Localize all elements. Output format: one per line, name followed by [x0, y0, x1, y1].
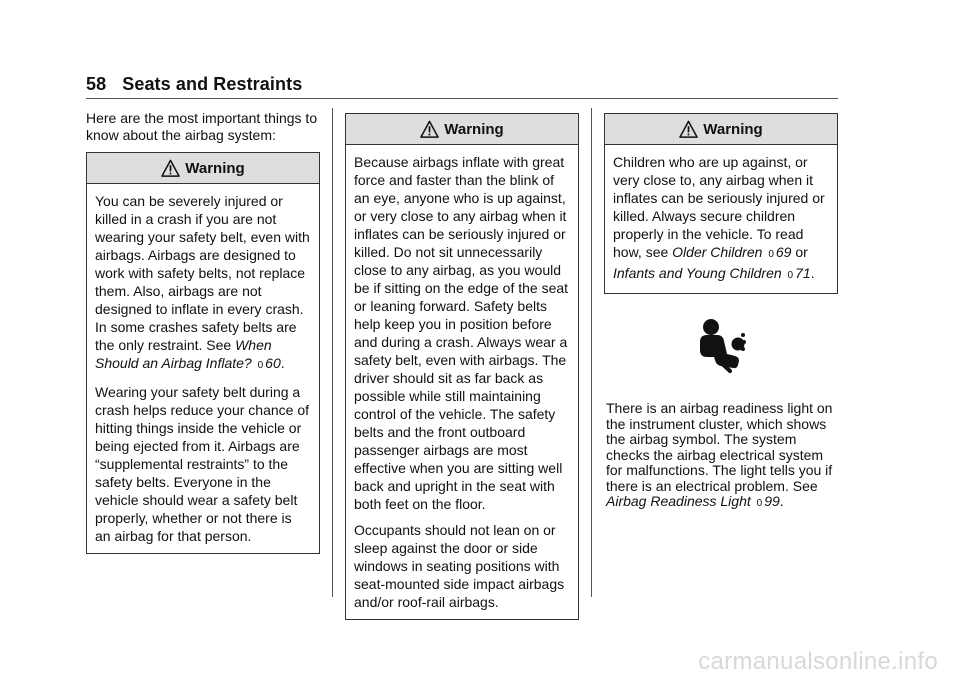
page-ref-icon: 0	[756, 498, 763, 509]
warning-title: Warning	[703, 120, 763, 138]
warning-2-paragraph-1: Because airbags inflate with great force and faster than the blink of an eye, anyone who is up against, or very close to any airbag when it inflates can be seriously injured or killed. Do not sit unnecessarily close to any airbag, as you would be if sitting on the edge of the seat or leaning forward. Safety belts help keep you in position before and during a crash. Always wear a safety belt, even with airbags. The driver should sit as far back as possible while still maintaining control of the vehicle. The safety belts and the front outboard passenger airbags are most effective when you are sitting well back and upright in the seat with both feet on the floor.	[354, 154, 569, 512]
page-reference[interactable]: 69	[775, 244, 792, 260]
warning-header	[605, 114, 837, 145]
page-ref-icon: 0	[768, 249, 774, 260]
warning-title: Warning	[444, 120, 504, 138]
warning-triangle-icon	[420, 120, 439, 139]
warning-triangle-icon	[679, 120, 698, 139]
page-ref-icon: 0	[787, 270, 794, 281]
section-title: Seats and Restraints	[122, 74, 303, 94]
airbag-readiness-icon	[697, 318, 749, 374]
warning-2-paragraph-2: Occupants should not lean on or sleep against the door or side windows in seating positions with seat-mounted side impact airbags and/or roof-rail airbags.	[354, 522, 565, 610]
cross-reference-link[interactable]: When Should an Airbag Inflate?	[95, 337, 272, 371]
page-reference[interactable]: 60	[265, 355, 281, 371]
page-header	[86, 74, 302, 95]
page-reference[interactable]: 99	[764, 493, 780, 509]
watermark: carmanualsonline.info	[698, 648, 938, 675]
warning-header	[346, 114, 578, 145]
warning-header	[87, 153, 319, 184]
warning-1-paragraph-2: Wearing your safety belt during a crash helps reduce your chance of hitting things inside the vehicle or being ejected from it. Airbags are “supplemental restraints” to the safety belts. Everyone in the vehicle should wear a safety belt properly, whether or not there is an airbag for that person.	[95, 384, 310, 544]
readiness-paragraph: There is an airbag readiness light on the instrument cluster, which shows the airbag symbol. The system checks the airbag electrical system for malfunctions. The light tells you if there is an electrical problem. See Airbag Readiness Light 0 99.	[606, 400, 833, 509]
cross-reference-link[interactable]: Infants and Young Children	[613, 265, 782, 281]
column-divider	[332, 108, 333, 597]
warning-3-paragraph: Children who are up against, or very close to, any airbag when it inflates can be seriously injured or killed. Always secure children properly in the vehicle. To read how, see Older Children 0 69 or Infants and Young Children 0 71.	[613, 154, 825, 281]
page-reference[interactable]: 71	[795, 265, 811, 281]
intro-paragraph: Here are the most important things to know about the airbag system:	[86, 110, 318, 144]
warning-1-paragraph-1: You can be severely injured or killed in a crash if you are not wearing your safety belt, even with airbags. Airbags are designed to work with safety belts, not replace them. Also, airbags are not designed to inflate in every crash. In some crashes safety belts are the only restraint. See When Should an Airbag Inflate? 0 60.	[95, 193, 310, 371]
header-rule	[86, 98, 838, 99]
cross-reference-link[interactable]: Airbag Readiness Light	[606, 493, 751, 509]
warning-box-3	[604, 113, 838, 294]
warning-title: Warning	[185, 159, 245, 177]
warning-triangle-icon	[161, 159, 180, 178]
warning-box-1	[86, 152, 320, 554]
warning-box-2	[345, 113, 579, 620]
cross-reference-link[interactable]: Older Children	[672, 244, 763, 260]
page-number: 58	[86, 74, 107, 94]
column-divider	[591, 108, 592, 597]
page-ref-icon: 0	[257, 360, 264, 371]
